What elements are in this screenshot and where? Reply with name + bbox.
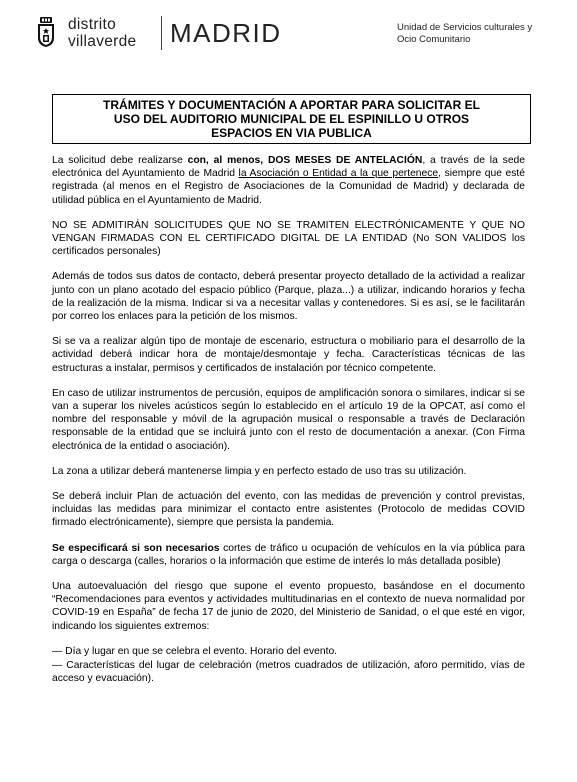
paragraph-cleanliness: La zona a utilizar deberá mantenerse limpia y en perfecto estado de uso tras su utilización. <box>52 465 467 477</box>
traffic-emphasis: Se especificará si son necesarios <box>52 542 220 554</box>
brand-district-line1: distrito <box>68 16 117 33</box>
brand-divider <box>161 16 162 50</box>
madrid-coat-of-arms-icon <box>34 16 58 48</box>
unit-name <box>397 22 532 46</box>
brand-city-name: MADRID <box>170 18 282 48</box>
paragraph-sound-equipment: En caso de utilizar instrumentos de percusión, equipos de amplificación sonora o similares, indicar si se van a superar los niveles acústicos según lo establecido en el artículo 19 de la OPCAT, así como el nombre del responsable y móvil de la agrupación musical o responsable a través de Declaración responsable de la entidad que se incluirá junto con el resto de documentación a anexar. (Con Firma electrónica de la entidad o asociación). <box>52 387 525 452</box>
paragraph-stage-setup: Si se va a realizar algún tipo de montaje de escenario, estructura o mobiliario para el desarrollo de la actividad deberá indicar hora de montaje/desmontaje y fecha. Características técnicas de las estructuras a instalar, permisos y certificados de instalación por técnico competente. <box>52 336 525 374</box>
text-span: , a través de la sede electrónica del Ayuntamiento de Madrid <box>52 155 525 180</box>
text-span: cortes de tráfico u ocupación de vehículos en la vía pública para carga o descarga (calles, horarios o la información que estime de interés lo más detallada posible) <box>52 542 525 567</box>
document-body <box>52 154 525 687</box>
text-span: NO SE ADMITIRÁN SOLICITUDES QUE NO SE TRAMITEN ELECTRÓNICAMENTE Y QUE NO VENGAN FIRMADAS CON EL CERTIFICADO DIGITAL DE LA ENTIDAD (No SON VALIDOS los certificados personales) <box>52 219 525 258</box>
list-item: — Día y lugar en que se celebra el evento. Horario del evento. <box>52 645 338 657</box>
paragraph-deadline <box>52 154 525 207</box>
brand-district-name <box>68 16 136 50</box>
deadline-emphasis: con, al menos, DOS MESES DE ANTELACIÓN <box>187 155 423 166</box>
title-line3: ESPACIOS EN VIA PUBLICA <box>211 126 372 140</box>
paragraph-project-details: Además de todos sus datos de contacto, deberá presentar proyecto detallado de la actividad a realizar junto con un plano acotado del espacio público (Parque, plaza...) a utilizar, indicando horarios y fecha de la realización de la misma. Indicar si va a necesitar vallas y contenedores. Si es así, se le facilitarán por correo los enlaces para la petición de los mismos. <box>52 271 525 323</box>
document-header <box>34 14 554 60</box>
list-item: — Características del lugar de celebración (metros cuadrados de utilización, aforo permitido, vías de acceso y evacuación). <box>52 660 525 685</box>
unit-name-line2: Ocio Comunitario <box>397 34 471 45</box>
title-line2: USO DEL AUDITORIO MUNICIPAL DE EL ESPINILLO U OTROS <box>113 112 470 126</box>
document-title-box <box>52 94 531 144</box>
paragraph-covid-plan: Se deberá incluir Plan de actuación del evento, con las medidas de prevención y control previstas, incluidas las medidas para minimizar el contacto entre asistentes (Protocolo de medidas COVID firmado electrónicamente), siempre que persista la pandemia. <box>52 491 525 529</box>
association-underline: la Asociación o Entidad a la que pertenece <box>238 168 439 180</box>
title-line1: TRÁMITES Y DOCUMENTACIÓN A APORTAR PARA SOLICITAR EL <box>103 98 480 112</box>
unit-name-line1: Unidad de Servicios culturales y <box>397 22 533 33</box>
text-span: La solicitud debe realizarse <box>52 155 188 166</box>
paragraph-risk-assessment: Una autoevaluación del riesgo que supone el evento propuesto, basándose en el documento “Recomendaciones para eventos y actividades multitudinarias en el contexto de nueva normalidad por COVID-19 en España” de fecha 17 de junio de 2020, del Ministerio de Sanidad, o el que esté en vigor, indicando los siguientes extremos: <box>52 581 525 632</box>
paragraph-electronic-requirement <box>52 219 525 259</box>
brand-district-line2: villaverde <box>68 33 137 50</box>
text-span: , siempre que esté registrada (al menos en el Registro de Asociaciones de la Comunidad de Madrid) y declarada de utilidad pública en el Ayuntamiento de Madrid. <box>52 168 525 206</box>
paragraph-traffic <box>52 542 525 568</box>
